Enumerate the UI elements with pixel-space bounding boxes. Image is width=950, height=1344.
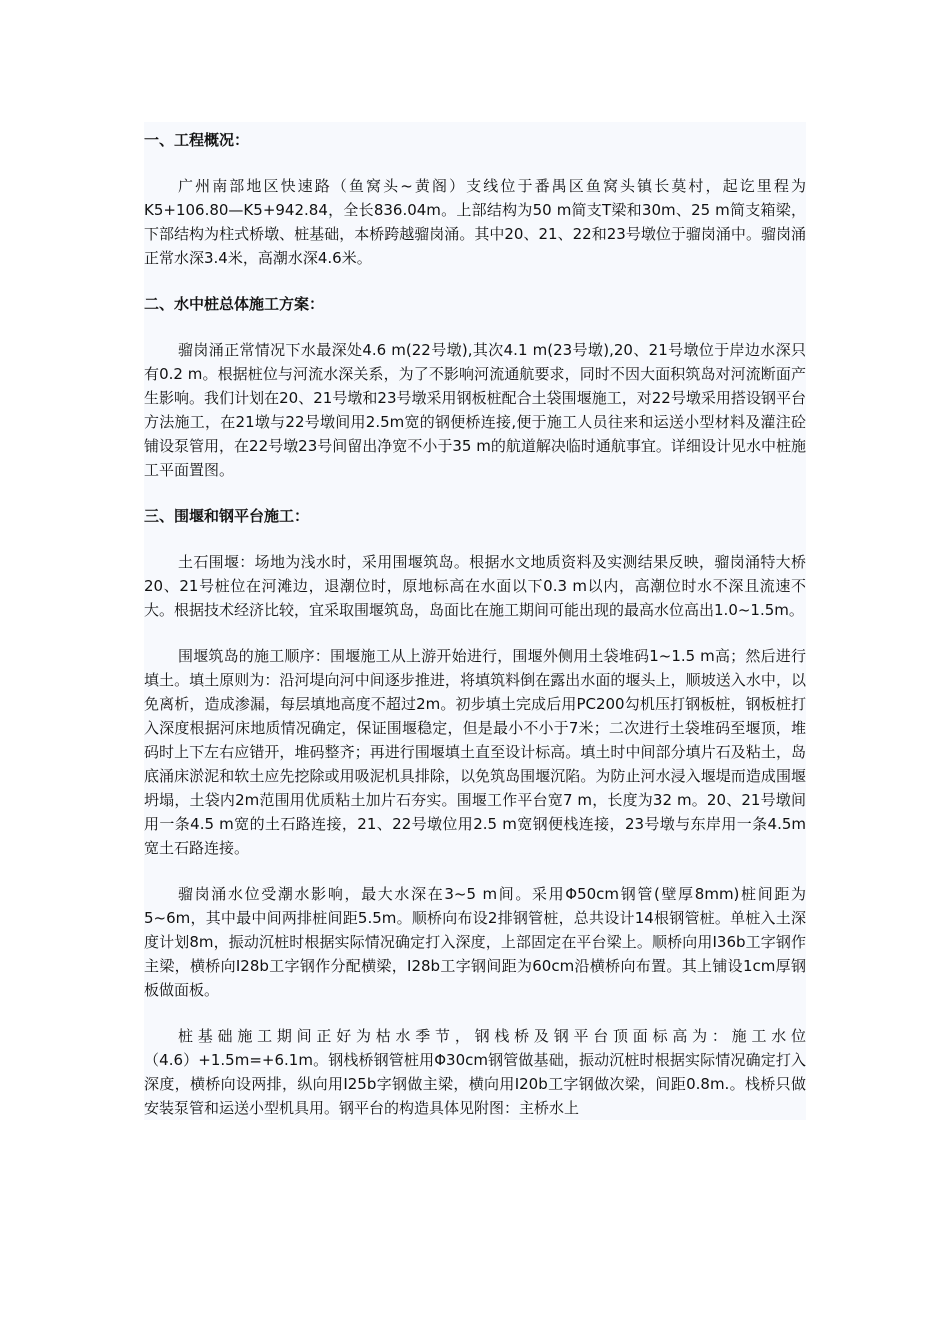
paragraph-steel-pipe-piles: 骝岗涌水位受潮水影响，最大水深在3~5 m间。采用Φ50cm钢管(壁厚8mm)桩间距为5~6m，其中最中间两排桩间距5.5m。顺桥向布设2排钢管桩，总共设计14根钢管桩。单桩入土深度计划8m，振动沉桩时根据实际情况确定打入深度，上部固定在平台梁上。顺桥向用I36b工字钢作主梁，横桥向I28b工字钢作分配横梁，I28b工字钢间距为60cm沿横桥向布置。其上铺设1cm厚钢板做面板。 xyxy=(144,885,806,999)
section-heading-overview: 一、工程概况： xyxy=(144,131,250,149)
section-heading-construction-plan: 二、水中桩总体施工方案： xyxy=(144,295,325,313)
paragraph-trestle-platform: 桩基础施工期间正好为枯水季节，钢栈桥及钢平台顶面标高为：施工水位（4.6）+1.5m=+6.1m。钢栈桥钢管桩用Φ30cm钢管做基础，振动沉桩时根据实际情况确定打入深度，横桥向设两排，纵向用I25b字钢做主梁，横向用I20b工字钢做次梁，间距0.8m.。栈桥只做安装泵管和运送小型机具用。钢平台的构造具体见附图：主桥水上 xyxy=(144,1027,806,1117)
paragraph-overview: 广州南部地区快速路（鱼窝头~黄阁）支线位于番禺区鱼窝头镇长莫村，起讫里程为K5+106.80—K5+942.84，全长836.04m。上部结构为50 m简支T梁和30m、25 m简支箱梁，下部结构为柱式桥墩、桩基础，本桥跨越骝岗涌。其中20、21、22和23号墩位于骝岗涌中。骝岗涌正常水深3.4米，高潮水深4.6米。 xyxy=(144,177,806,267)
section-heading-cofferdam: 三、围堰和钢平台施工： xyxy=(144,507,310,525)
document-body xyxy=(144,122,806,1120)
paragraph-construction-plan: 骝岗涌正常情况下水最深处4.6 m(22号墩),其次4.1 m(23号墩),20、21号墩位于岸边水深只有0.2 m。根据桩位与河流水深关系，为了不影响河流通航要求，同时不因大面积筑岛对河流断面产生影响。我们计划在20、21号墩和23号墩采用钢板桩配合土袋围堰施工，对22号墩采用搭设钢平台方法施工，在21墩与22号墩间用2.5m宽的钢便桥连接,便于施工人员往来和运送小型材料及灌注砼铺设泵管用，在22号墩23号间留出净宽不小于35 m的航道解决临时通航事宜。详细设计见水中桩施工平面置图。 xyxy=(144,341,806,479)
paragraph-cofferdam-sequence: 围堰筑岛的施工顺序：围堰施工从上游开始进行，围堰外侧用土袋堆码1~1.5 m高；然后进行填土。填土原则为：沿河堤向河中间逐步推进，将填筑料倒在露出水面的堰头上，顺坡送入水中，以免离析，造成渗漏，每层填地高度不超过2m。初步填土完成后用PC200勾机压打钢板桩，钢板桩打入深度根据河床地质情况确定，保证围堰稳定，但是最小不小于7米；二次进行土袋堆码至堰顶，堆码时上下左右应错开，堆码整齐；再进行围堰填土直至设计标高。填土时中间部分填片石及粘土，岛底涌床淤泥和软土应先挖除或用吸泥机具排除，以免筑岛围堰沉陷。为防止河水浸入堰堤而造成围堰坍塌，土袋内2m范围用优质粘土加片石夯实。围堰工作平台宽7 m，长度为32 m。20、21号墩间用一条4.5 m宽的土石路连接，21、22号墩位用2.5 m宽钢便栈连接，23号墩与东岸用一条4.5m宽土石路连接。 xyxy=(144,647,806,857)
paragraph-earth-cofferdam: 土石围堰：场地为浅水时，采用围堰筑岛。根据水文地质资料及实测结果反映，骝岗涌特大桥20、21号桩位在河滩边，退潮位时，原地标高在水面以下0.3 m以内，高潮位时水不深且流速不大。根据技术经济比较，宜采取围堰筑岛，岛面比在施工期间可能出现的最高水位高出1.0~1.5m。 xyxy=(144,553,806,619)
